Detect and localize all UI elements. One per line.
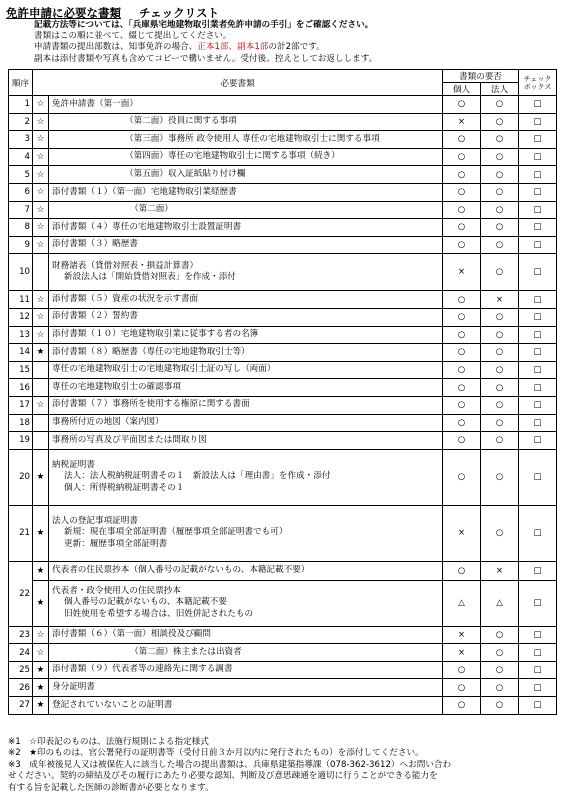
document-title: 免許申請書（第一面）: [52, 98, 138, 109]
table-row: [9, 644, 557, 662]
individual-required-mark: ○: [443, 432, 481, 450]
table-row: [9, 414, 557, 432]
row-number: 18: [9, 414, 33, 432]
document-title: 添付書類（４）専任の宅地建物取引士設置証明書: [52, 221, 242, 232]
corporate-required-mark: ○: [481, 661, 519, 679]
row-number: 14: [9, 344, 33, 362]
footnotes: [8, 737, 451, 794]
document-title: 添付書類（６）（第一面）相談役及び顧問: [52, 629, 211, 640]
row-number: 16: [9, 379, 33, 397]
document-name: [49, 580, 443, 626]
check-box[interactable]: □: [519, 254, 557, 291]
document-name: [49, 326, 443, 344]
table-row: [9, 219, 557, 237]
individual-required-mark: ×: [443, 254, 481, 291]
table-row: [9, 361, 557, 379]
document-detail: 個人番号の記載がないもの、本籍記載不要: [64, 597, 227, 608]
row-mark: ★: [33, 679, 49, 697]
individual-required-mark: ○: [443, 344, 481, 362]
note-line-3-red: 正本1部、副本1部: [197, 42, 269, 53]
check-box[interactable]: □: [519, 379, 557, 397]
instruction-notes: [34, 20, 377, 65]
corporate-required-mark: ○: [481, 326, 519, 344]
check-box[interactable]: □: [519, 505, 557, 561]
table-row: [9, 561, 557, 580]
row-number: 10: [9, 254, 33, 291]
table-row: [9, 344, 557, 362]
row-number: 27: [9, 697, 33, 715]
corporate-required-mark: ○: [481, 219, 519, 237]
document-detail: 旧姓使用を希望する場合は、旧姓併記されたもの: [64, 608, 254, 619]
document-title: （第四面）専任の宅地建物取引士に関する事項（続き）: [125, 151, 340, 162]
table-row: [9, 166, 557, 184]
check-box[interactable]: □: [519, 644, 557, 662]
row-mark: ☆: [33, 201, 49, 219]
table-row: [9, 449, 557, 505]
corporate-required-mark: ○: [481, 96, 519, 114]
row-mark: ★: [33, 561, 49, 580]
individual-required-mark: ○: [443, 326, 481, 344]
check-box[interactable]: □: [519, 236, 557, 254]
table-row: [9, 679, 557, 697]
corporate-required-mark: ○: [481, 183, 519, 201]
document-detail: 個人：所得税納税証明書その１: [64, 482, 185, 493]
row-mark: ☆: [33, 644, 49, 662]
table-row: [9, 396, 557, 414]
corporate-required-mark: ○: [481, 396, 519, 414]
header-check: チェック ボックス: [519, 70, 557, 96]
row-mark: [33, 432, 49, 450]
row-mark: ☆: [33, 396, 49, 414]
corporate-required-mark: ○: [481, 201, 519, 219]
row-number: 20: [9, 449, 33, 505]
document-title: （第二面）役員に関する事項: [125, 116, 237, 127]
individual-required-mark: ○: [443, 183, 481, 201]
row-mark: ★: [33, 580, 49, 626]
corporate-required-mark: △: [481, 580, 519, 626]
document-title: 代表者・政令使用人の住民票抄本: [52, 585, 181, 596]
document-title: 法人の登記事項証明書: [52, 515, 138, 526]
title-sub: チェックリスト: [139, 6, 219, 20]
document-name: [49, 96, 443, 114]
row-mark: [33, 414, 49, 432]
row-mark: ☆: [33, 148, 49, 166]
corporate-required-mark: ○: [481, 626, 519, 644]
document-title: 添付書類（１０）宅地建物取引業に従事する者の名簿: [52, 329, 259, 340]
footnote-1: ※1 ☆印表記のものは、法施行規則による指定様式: [8, 737, 209, 747]
table-row: [9, 113, 557, 131]
row-mark: ☆: [33, 236, 49, 254]
individual-required-mark: ○: [443, 96, 481, 114]
row-number: 7: [9, 201, 33, 219]
individual-required-mark: ○: [443, 308, 481, 326]
corporate-required-mark: ○: [481, 505, 519, 561]
note-line-3-c: の計2部です。: [268, 42, 325, 53]
table-row: [9, 697, 557, 715]
corporate-required-mark: ○: [481, 361, 519, 379]
row-mark: [33, 379, 49, 397]
row-mark: ★: [33, 505, 49, 561]
document-name: [49, 113, 443, 131]
table-row: [9, 96, 557, 114]
title-main: 免許申請に必要な書類: [6, 6, 121, 20]
row-mark: ★: [33, 697, 49, 715]
row-number: 24: [9, 644, 33, 662]
document-name: [49, 219, 443, 237]
check-box[interactable]: □: [519, 291, 557, 309]
document-title: （第二面）株主または出資者: [130, 646, 242, 657]
corporate-required-mark: ×: [481, 291, 519, 309]
individual-required-mark: ○: [443, 449, 481, 505]
note-line-3-a: 申請書類の提出部数は、知事免許の場合、: [34, 42, 198, 53]
document-name: [49, 201, 443, 219]
document-title: 登記されていないことの証明書: [52, 699, 173, 710]
check-box[interactable]: □: [519, 344, 557, 362]
document-detail: 新規：現在事項全部証明書（履歴事項全部証明書でも可）: [64, 527, 288, 538]
individual-required-mark: ○: [443, 219, 481, 237]
document-detail: 法人：法人税納税証明書その１ 新設法人は「理由書」を作成・添付: [64, 471, 331, 482]
individual-required-mark: ○: [443, 379, 481, 397]
table-row: [9, 201, 557, 219]
document-title: 納税証明書: [52, 459, 95, 470]
header-corporate: 法人: [481, 83, 519, 96]
corporate-required-mark: ○: [481, 449, 519, 505]
corporate-required-mark: ○: [481, 254, 519, 291]
document-name: [49, 308, 443, 326]
table-row: [9, 626, 557, 644]
check-box[interactable]: □: [519, 308, 557, 326]
document-detail: 更新：履歴事項全部証明書: [64, 538, 168, 549]
document-title: （第二面）: [130, 204, 173, 215]
table-row: [9, 148, 557, 166]
check-box[interactable]: □: [519, 432, 557, 450]
table-row: [9, 326, 557, 344]
individual-required-mark: ○: [443, 679, 481, 697]
corporate-required-mark: ○: [481, 679, 519, 697]
check-box[interactable]: □: [519, 661, 557, 679]
check-box[interactable]: □: [519, 96, 557, 114]
check-box[interactable]: □: [519, 396, 557, 414]
footnote-3a: ※3 成年被後見人又は被保佐人に該当した場合の提出書類は、兵庫県建築指導課（078-362-3612）へお問い合わ: [8, 759, 452, 770]
row-number: 3: [9, 131, 33, 149]
individual-required-mark: ○: [443, 661, 481, 679]
row-mark: ★: [33, 449, 49, 505]
document-title: 事務所の写真及び平面図または間取り図: [52, 434, 207, 445]
row-number: 13: [9, 326, 33, 344]
document-title: 添付書類（３）略歴書: [52, 239, 138, 250]
document-name: [49, 505, 443, 561]
document-title: 代表者の住民票抄本（個人番号の記載がないもの、本籍記載不要）: [52, 564, 310, 575]
corporate-required-mark: ○: [481, 166, 519, 184]
header-required: 書類の要否: [443, 70, 519, 83]
row-number: 26: [9, 679, 33, 697]
check-box[interactable]: □: [519, 580, 557, 626]
table-row: [9, 308, 557, 326]
individual-required-mark: ×: [443, 113, 481, 131]
row-number: 1: [9, 96, 33, 114]
check-box[interactable]: □: [519, 449, 557, 505]
row-mark: ☆: [33, 308, 49, 326]
note-line-3: [34, 42, 377, 53]
table-row: [9, 236, 557, 254]
document-name: [49, 432, 443, 450]
footnote-3c: 有する旨を記載した医師の診断書が必要となります。: [8, 782, 214, 793]
footnote-2: ※2 ★印のものは、官公署発行の証明書等（受付日前３か月以内に発行されたもの）を添付してください。: [8, 748, 424, 759]
individual-required-mark: ○: [443, 201, 481, 219]
checklist-body: [9, 96, 557, 715]
row-mark: ☆: [33, 166, 49, 184]
row-number: 5: [9, 166, 33, 184]
document-name: [49, 697, 443, 715]
row-number: 12: [9, 308, 33, 326]
check-box[interactable]: □: [519, 201, 557, 219]
individual-required-mark: ×: [443, 626, 481, 644]
individual-required-mark: ○: [443, 148, 481, 166]
document-name: [49, 131, 443, 149]
table-row: [9, 505, 557, 561]
note-line-4: 副本は添付書類や写真も含めてコピーで構いません。受付後、控えとしてお返しします。: [34, 53, 378, 64]
document-title: 添付書類（９）代表者等の連絡先に関する調書: [52, 664, 233, 675]
row-number: 4: [9, 148, 33, 166]
check-box[interactable]: □: [519, 361, 557, 379]
document-name: [49, 361, 443, 379]
document-name: [49, 254, 443, 291]
check-box[interactable]: □: [519, 326, 557, 344]
row-mark: ★: [33, 344, 49, 362]
check-box[interactable]: □: [519, 131, 557, 149]
individual-required-mark: ○: [443, 166, 481, 184]
corporate-required-mark: ○: [481, 236, 519, 254]
individual-required-mark: ×: [443, 505, 481, 561]
table-row: [9, 661, 557, 679]
individual-required-mark: ○: [443, 697, 481, 715]
corporate-required-mark: ○: [481, 308, 519, 326]
document-name: [49, 236, 443, 254]
row-number: 19: [9, 432, 33, 450]
check-box[interactable]: □: [519, 626, 557, 644]
row-number: 25: [9, 661, 33, 679]
note-line-2: 書類はこの順に並べて、綴じて提出してください。: [34, 31, 232, 42]
document-name: [49, 449, 443, 505]
document-title: 添付書類（５）資産の状況を示す書面: [52, 293, 199, 304]
check-box[interactable]: □: [519, 166, 557, 184]
corporate-required-mark: ○: [481, 644, 519, 662]
table-row: [9, 131, 557, 149]
table-row: [9, 183, 557, 201]
table-row: [9, 580, 557, 626]
document-title: 事務所付近の地図（案内図）: [52, 417, 164, 428]
row-mark: ☆: [33, 131, 49, 149]
row-number: 2: [9, 113, 33, 131]
check-box[interactable]: □: [519, 561, 557, 580]
document-name: [49, 561, 443, 580]
document-name: [49, 626, 443, 644]
row-mark: ☆: [33, 326, 49, 344]
row-mark: ★: [33, 661, 49, 679]
check-box[interactable]: □: [519, 219, 557, 237]
page-title: [6, 5, 219, 21]
individual-required-mark: ×: [443, 644, 481, 662]
check-box[interactable]: □: [519, 148, 557, 166]
corporate-required-mark: ○: [481, 148, 519, 166]
row-number: 23: [9, 626, 33, 644]
check-box[interactable]: □: [519, 113, 557, 131]
row-mark: [33, 361, 49, 379]
document-checklist-table: [8, 69, 557, 715]
document-title: （第五面）収入証紙貼り付け欄: [125, 168, 246, 179]
document-title: 専任の宅地建物取引士の宅地建物取引士証の写し（両面）: [52, 364, 276, 375]
document-name: [49, 661, 443, 679]
individual-required-mark: ○: [443, 131, 481, 149]
row-number: 15: [9, 361, 33, 379]
row-mark: ☆: [33, 96, 49, 114]
document-title: 身分証明書: [52, 682, 95, 693]
individual-required-mark: ○: [443, 361, 481, 379]
corporate-required-mark: ○: [481, 414, 519, 432]
individual-required-mark: ○: [443, 236, 481, 254]
corporate-required-mark: ○: [481, 379, 519, 397]
document-name: [49, 396, 443, 414]
document-name: [49, 644, 443, 662]
document-title: 添付書類（１）（第一面）宅地建物取引業経歴書: [52, 186, 237, 197]
header-no: 順序: [9, 70, 33, 96]
document-name: [49, 379, 443, 397]
individual-required-mark: △: [443, 580, 481, 626]
row-mark: ☆: [33, 626, 49, 644]
individual-required-mark: ○: [443, 291, 481, 309]
header-individual: 個人: [443, 83, 481, 96]
individual-required-mark: ○: [443, 561, 481, 580]
corporate-required-mark: ×: [481, 561, 519, 580]
document-title: 添付書類（７）事務所を使用する権原に関する書面: [52, 399, 250, 410]
document-title: 専任の宅地建物取引士の確認事項: [52, 381, 181, 392]
corporate-required-mark: ○: [481, 131, 519, 149]
document-title: 添付書類（２）誓約書: [52, 311, 138, 322]
corporate-required-mark: ○: [481, 113, 519, 131]
corporate-required-mark: ○: [481, 432, 519, 450]
row-mark: ☆: [33, 183, 49, 201]
document-title: 添付書類（８）略歴書（専任の宅地建物取引士等）: [52, 346, 250, 357]
row-mark: ☆: [33, 113, 49, 131]
document-title: 財務諸表（貸借対照表・損益計算書）: [52, 260, 199, 271]
document-detail: 新設法人は「開始貸借対照表」を作成・添付: [64, 272, 236, 283]
document-name: [49, 414, 443, 432]
table-row: [9, 379, 557, 397]
row-number: 21: [9, 505, 33, 561]
row-mark: ☆: [33, 291, 49, 309]
individual-required-mark: ○: [443, 396, 481, 414]
footnote-3b: せください。契約の締結及びその履行にあたり必要な認知、判断及び意思疎通を適切に行うことができる能力を: [8, 771, 438, 782]
corporate-required-mark: ○: [481, 697, 519, 715]
check-box[interactable]: □: [519, 183, 557, 201]
row-number: 11: [9, 291, 33, 309]
document-name: [49, 148, 443, 166]
check-box[interactable]: □: [519, 679, 557, 697]
check-box[interactable]: □: [519, 697, 557, 715]
document-name: [49, 679, 443, 697]
row-number: 22: [9, 561, 33, 626]
note-line-1: 記載方法等については、「兵庫県宅地建物取引業者免許申請の手引」をご確認ください。: [34, 20, 374, 30]
document-name: [49, 344, 443, 362]
document-title: （第三面）事務所 政令使用人 専任の宅地建物取引士に関する事項: [125, 133, 380, 144]
header-doc: 必要書類: [33, 70, 443, 96]
row-mark: ☆: [33, 219, 49, 237]
corporate-required-mark: ○: [481, 344, 519, 362]
row-number: 9: [9, 236, 33, 254]
document-name: [49, 183, 443, 201]
row-number: 6: [9, 183, 33, 201]
table-row: [9, 291, 557, 309]
row-mark: [33, 254, 49, 291]
document-name: [49, 291, 443, 309]
row-number: 17: [9, 396, 33, 414]
individual-required-mark: ○: [443, 414, 481, 432]
document-name: [49, 166, 443, 184]
check-box[interactable]: □: [519, 414, 557, 432]
row-number: 8: [9, 219, 33, 237]
table-row: [9, 254, 557, 291]
table-row: [9, 432, 557, 450]
